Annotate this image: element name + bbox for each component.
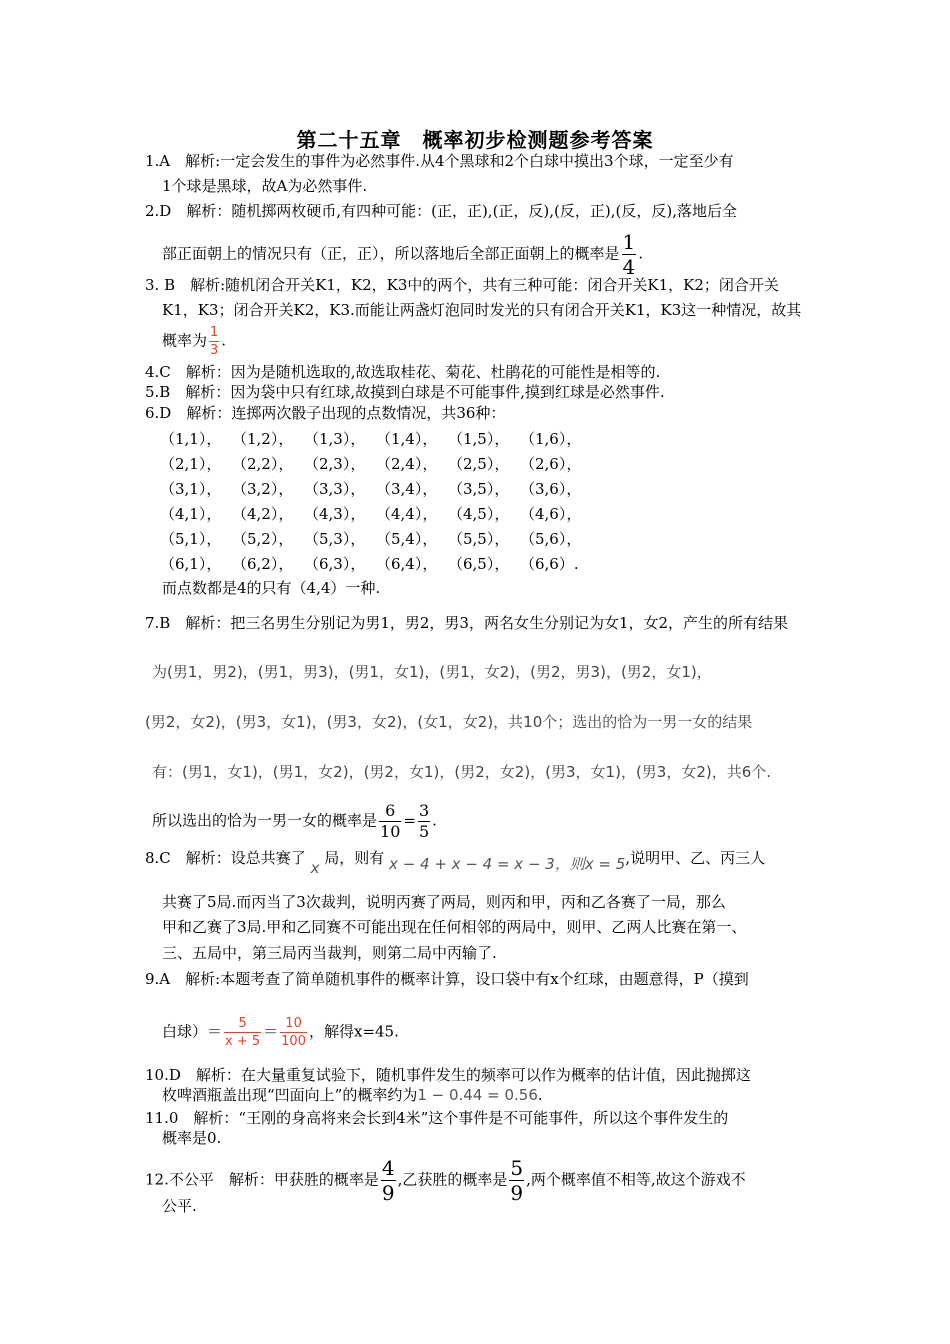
answer-9-fraction-a	[224, 1017, 261, 1048]
dice-outcome: （4,4），	[376, 505, 438, 523]
answer-8-text-a: 8.C 解析：设总共赛了	[145, 849, 306, 867]
answer-9-text-b: ，解得x=45.	[308, 1022, 399, 1041]
dice-outcome: （1,4），	[376, 430, 438, 448]
fraction-denominator: x + 5	[225, 1034, 261, 1049]
fraction-denominator: 9	[510, 1181, 524, 1205]
dice-outcome: （6,4），	[376, 555, 438, 573]
dice-outcome: （1,2），	[232, 430, 294, 448]
answer-7-end: .	[432, 811, 437, 830]
answer-3-line-3	[162, 326, 226, 357]
answer-2-line-2	[162, 232, 643, 277]
answer-3-line-1: 3. B 解析:随机闭合开关K1，K2，K3中的两个，共有三种可能：闭合开关K1，K2；闭合开关	[145, 276, 779, 294]
dice-outcome: （1,5），	[448, 430, 510, 448]
answer-7-line-3: (男2，女2)，(男3，女1)，(男3，女2)，(女1，女2)，共10个；选出的恰为一男一女的结果	[145, 713, 753, 731]
answer-7-fraction-b	[418, 803, 430, 840]
answer-12-text-b: ,乙获胜的概率是	[397, 1170, 508, 1189]
answer-2-line-1: 2.D 解析：随机掷两枚硬币,有四种可能：(正，正),(正，反),(反，正),(反，反),落地后全	[145, 202, 737, 220]
answer-12-fraction-b	[509, 1158, 524, 1203]
dice-outcome: （5,4），	[376, 530, 438, 548]
answer-9-text-a: 白球）＝	[162, 1022, 223, 1041]
answer-4-line: 4.C 解析：因为是随机选取的,故选取桂花、菊花、杜鹃花的可能性是相等的.	[145, 363, 661, 381]
dice-outcome: （2,4），	[376, 455, 438, 473]
dice-outcome-row-5	[160, 528, 580, 549]
fraction-numerator: 5	[510, 1156, 524, 1180]
answer-12-line-2: 公平.	[162, 1197, 197, 1215]
answer-8-variable: x	[310, 859, 320, 877]
equals-sign: =	[403, 811, 416, 830]
answer-11-line-1: 11.0 解析：“王刚的身高将来会长到4米”这个事件是不可能事件，所以这个事件发生的	[145, 1109, 729, 1127]
dice-outcome: （2,3），	[304, 455, 366, 473]
page-title: 第二十五章 概率初步检测题参考答案	[296, 128, 654, 152]
dice-outcome: （6,3），	[304, 555, 366, 573]
dice-outcome: （1,1），	[160, 430, 222, 448]
answer-9-fraction-b	[280, 1017, 307, 1048]
dice-outcome: （6,6）.	[520, 555, 579, 573]
answer-6-conclusion: 而点数都是4的只有（4,4）一种.	[162, 579, 381, 597]
dice-outcome: （5,3），	[304, 530, 366, 548]
dice-outcome-row-1	[160, 428, 580, 449]
fraction-denominator: 10	[380, 822, 401, 841]
dice-outcome: （1,6），	[520, 430, 582, 448]
answer-12-text-a: 12.不公平 解析：甲获胜的概率是	[145, 1170, 379, 1189]
answer-7-line-1: 7.B 解析：把三名男生分别记为男1，男2，男3，两名女生分别记为女1，女2，产生的所有结果	[145, 614, 789, 632]
fraction-numerator: 1	[210, 325, 219, 340]
dice-outcome: （4,1），	[160, 505, 222, 523]
dice-outcome-row-4	[160, 503, 580, 524]
answer-12-fraction-a	[381, 1158, 396, 1203]
dice-outcome: （5,6），	[520, 530, 582, 548]
answer-10-text-b: .	[537, 1086, 543, 1104]
dice-outcome: （3,5），	[448, 480, 510, 498]
fraction-denominator: 100	[281, 1034, 306, 1049]
dice-outcome: （2,2），	[232, 455, 294, 473]
dice-outcome: （3,1），	[160, 480, 222, 498]
fraction-denominator: 4	[622, 255, 636, 279]
answer-1-line-2: 1个球是黑球，故A为必然事件.	[162, 177, 368, 195]
answer-3-end: .	[221, 331, 227, 350]
dice-outcome: （2,1），	[160, 455, 222, 473]
dice-outcome: （3,2），	[232, 480, 294, 498]
answer-10-text-a: 枚啤酒瓶盖出现“凹面向上”的概率约为	[162, 1086, 418, 1104]
answer-8-line-4: 三、五局中，第三局丙当裁判，则第二局中丙输了.	[162, 944, 497, 962]
dice-outcome: （6,5），	[448, 555, 510, 573]
answer-1-line-1: 1.A 解析:一定会发生的事件为必然事件.从4个黑球和2个白球中摸出3个球，一定至少有	[145, 152, 734, 170]
dice-outcome: （4,2），	[232, 505, 294, 523]
dice-outcome: （5,1），	[160, 530, 222, 548]
answer-10-line-1: 10.D 解析：在大量重复试验下，随机事件发生的频率可以作为概率的估计值，因此抛掷这	[145, 1066, 751, 1084]
answer-8-equation: x − 4 + x − 4 = x − 3，则x = 5	[389, 855, 626, 873]
dice-outcome: （3,3），	[304, 480, 366, 498]
fraction-numerator: 10	[280, 1017, 307, 1033]
fraction-numerator: 3	[418, 801, 430, 820]
answer-7-line-4: 有：(男1，女1)，(男1，女2)，(男2，女1)，(男2，女2)，(男3，女1)，(男3，女2)，共6个.	[152, 763, 772, 781]
answer-2-fraction	[622, 232, 637, 277]
answer-12-text-c: ,两个概率值不相等,故这个游戏不	[526, 1170, 746, 1189]
fraction-denominator: 5	[418, 822, 430, 841]
dice-outcome-row-2	[160, 453, 580, 474]
answer-7-line-5	[152, 803, 437, 840]
answer-2-end: .	[638, 244, 644, 263]
dice-outcome: （4,5），	[448, 505, 510, 523]
dice-outcome: （3,6），	[520, 480, 582, 498]
dice-outcome: （5,5），	[448, 530, 510, 548]
answer-7-text: 所以选出的恰为一男一女的概率是	[152, 811, 378, 830]
equals-sign: ＝	[263, 1022, 279, 1041]
answer-12-line-1	[145, 1158, 746, 1203]
fraction-numerator: 6	[379, 803, 401, 822]
answer-10-line-2	[162, 1085, 543, 1105]
dice-outcome-row-3	[160, 478, 580, 499]
answer-8-line-3: 甲和乙赛了3局.甲和乙同赛不可能出现在任何相邻的两局中，则甲、乙两人比赛在第一、	[162, 918, 747, 936]
fraction-numerator: 5	[224, 1017, 261, 1033]
dice-outcome: （6,1），	[160, 555, 222, 573]
fraction-denominator: 3	[210, 343, 219, 358]
dice-outcome: （1,3），	[304, 430, 366, 448]
answer-8-text-c: ,说明甲、乙、丙三人	[625, 849, 766, 867]
answer-2-text: 部正面朝上的情况只有（正，正），所以落地后全部正面朝上的概率是	[162, 244, 620, 263]
answer-8-line-2: 共赛了5局.而丙当了3次裁判，说明丙赛了两局，则丙和甲，丙和乙各赛了一局，那么	[162, 893, 726, 911]
dice-outcome: （2,5），	[448, 455, 510, 473]
answer-9-line-1: 9.A 解析:本题考查了简单随机事件的概率计算，设口袋中有x个红球，由题意得，P（摸到	[145, 970, 749, 988]
answer-7-line-2: 为(男1，男2)，(男1，男3)，(男1，女1)，(男1，女2)，(男2，男3)，(男2，女1)，	[152, 663, 712, 681]
fraction-numerator: 1	[622, 230, 636, 254]
answer-8-line-1	[145, 848, 766, 877]
dice-outcome: （4,3），	[304, 505, 366, 523]
dice-outcome: （5,2），	[232, 530, 294, 548]
answer-6-line-1: 6.D 解析：连掷两次骰子出现的点数情况，共36种：	[145, 404, 506, 422]
answer-5-line: 5.B 解析：因为袋中只有红球,故摸到白球是不可能事件,摸到红球是必然事件.	[145, 383, 665, 401]
dice-outcome: （4,6），	[520, 505, 582, 523]
answer-3-line-2: K1，K3；闭合开关K2，K3.而能让两盏灯泡同时发光的只有闭合开关K1，K3这一种情况，故其	[162, 301, 802, 319]
dice-outcome: （3,4），	[376, 480, 438, 498]
answer-11-line-2: 概率是0.	[162, 1129, 222, 1147]
dice-outcome-row-6	[160, 553, 580, 574]
answer-3-fraction	[209, 326, 219, 357]
answer-10-expression: 1 − 0.44 = 0.56	[417, 1086, 538, 1104]
answer-3-text: 概率为	[162, 331, 208, 350]
dice-outcome: （6,2），	[232, 555, 294, 573]
fraction-denominator: 9	[381, 1181, 395, 1205]
answer-7-fraction-a	[379, 803, 401, 840]
fraction-numerator: 4	[381, 1156, 395, 1180]
answer-8-text-b: 局，则有	[324, 849, 385, 867]
answer-9-line-2	[162, 1017, 399, 1048]
dice-outcome: （2,6），	[520, 455, 582, 473]
